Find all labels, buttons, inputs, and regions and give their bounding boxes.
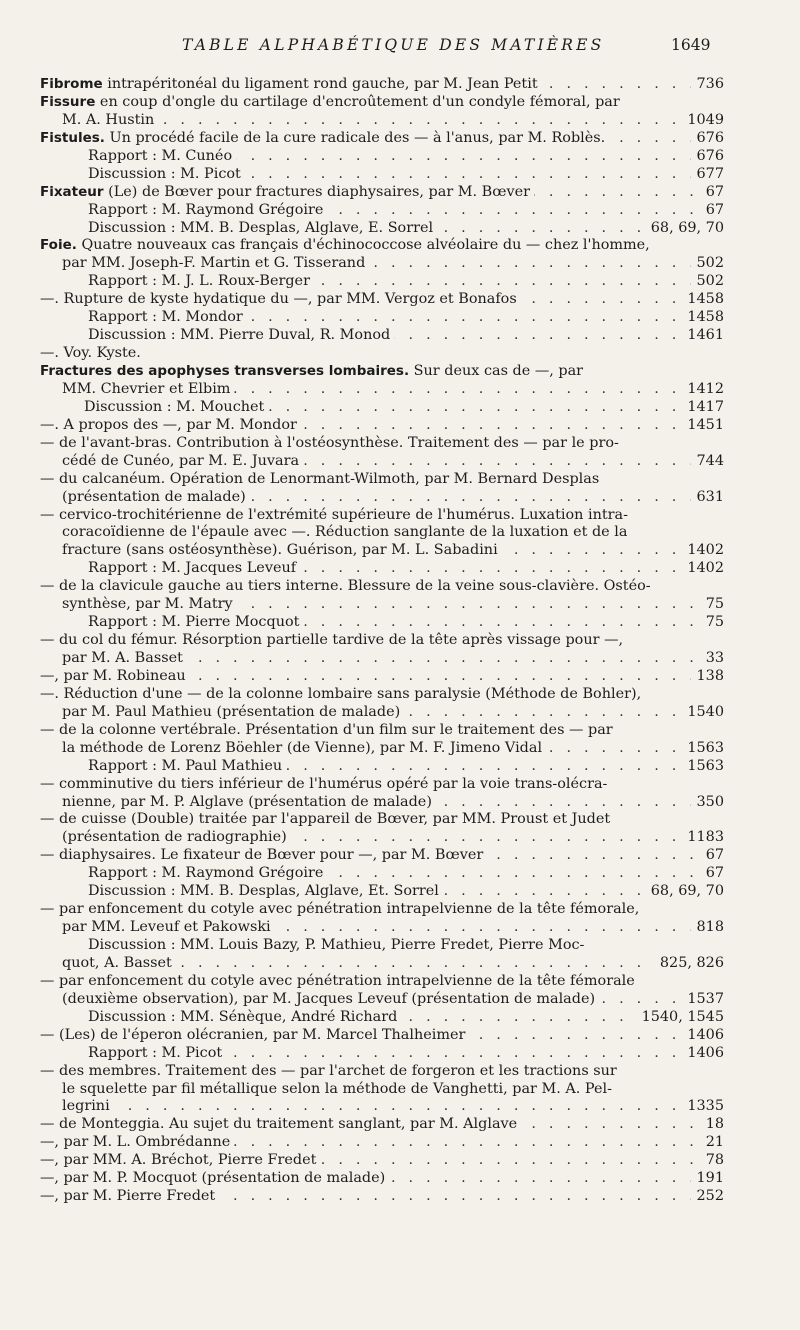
index-entry-line [40, 919, 724, 937]
entry-page-ref: 1406 [681, 1045, 724, 1063]
entry-description: Rapport : M. J. L. Roux-Berger [88, 273, 310, 290]
index-entry-line [40, 973, 724, 991]
entry-text [40, 166, 245, 184]
entry-text [40, 578, 655, 596]
entry-description: Rapport : M. Cunéo [88, 147, 233, 164]
entry-page-ref: 1563 [681, 758, 724, 776]
index-entry-line [40, 740, 724, 758]
entry-description: Discussion : M. Mouchet [84, 398, 265, 415]
entry-description: — cervico-trochitérienne de l'extrémité supérieure de l'humérus. Luxation intra- [40, 506, 628, 523]
entry-description: — (Les) de l'éperon olécranien, par M. Marcel Thalheimer [40, 1026, 466, 1043]
entry-description: Discussion : MM. Louis Bazy, P. Mathieu, Pierre Fredet, Pierre Moc- [88, 937, 585, 953]
index-entry-line [40, 829, 724, 847]
entry-text [40, 471, 603, 489]
entry-page-ref: 744 [691, 453, 724, 471]
index-entry-line [40, 865, 724, 883]
index-entry-line [40, 273, 724, 291]
index-entry-line [40, 1098, 724, 1116]
index-entry-line [40, 220, 724, 238]
entry-page-ref: 1402 [681, 542, 724, 560]
index-entry-line [40, 1188, 724, 1206]
entry-text [40, 811, 614, 829]
entry-text [40, 1009, 401, 1027]
entry-description: Rapport : M. Paul Mathieu [88, 757, 283, 774]
entry-description: Rapport : M. Mondor [88, 309, 243, 326]
entry-keyword: Foie. [40, 237, 77, 254]
index-entry-line [40, 776, 724, 794]
entry-text [40, 112, 158, 130]
index-entry-line [40, 704, 724, 722]
entry-text [40, 829, 291, 847]
entry-description: —, par M. L. Ombrédanne [40, 1134, 231, 1151]
index-entry-line [40, 291, 724, 309]
entry-page-ref: 75 [700, 596, 724, 614]
entry-text [40, 973, 639, 991]
entry-text [40, 919, 275, 937]
index-entry-line [40, 560, 724, 578]
entry-page-ref: 1458 [681, 309, 724, 327]
entry-description: — des membres. Traitement des — par l'archet de forgeron et les tractions sur [40, 1062, 617, 1079]
entry-text [40, 1170, 389, 1188]
index-entry-line [40, 94, 724, 112]
entry-page-ref: 1402 [681, 560, 724, 578]
entry-description: legrini [62, 1098, 110, 1115]
entry-page-ref: 18 [700, 1116, 724, 1134]
entry-page-ref: 676 [691, 130, 724, 148]
entry-description: Rapport : M. Raymond Grégoire [88, 201, 324, 218]
index-entry-line [40, 596, 724, 614]
entry-description: par M. A. Basset [62, 650, 183, 666]
entry-description: fracture (sans ostéosynthèse). Guérison, par M. L. Sabadini [62, 542, 498, 559]
entry-description: (présentation de malade) [62, 488, 246, 505]
index-entry-line [40, 901, 724, 919]
entry-text [40, 865, 327, 883]
entry-description: Sur deux cas de —, par [409, 363, 584, 379]
index-entry-line [40, 184, 724, 202]
entry-page-ref: 676 [691, 148, 724, 166]
entry-text [40, 220, 437, 238]
index-entry-line [40, 202, 724, 220]
entry-description: —, par M. Robineau [40, 667, 186, 684]
entry-page-ref: 1451 [681, 417, 724, 435]
index-entry-line [40, 345, 724, 363]
index-entry-line [40, 1170, 724, 1188]
entry-page-ref: 1461 [681, 327, 724, 345]
entry-description: Discussion : MM. B. Desplas, Alglave, Et. Sorrel [88, 883, 439, 900]
index-entry-line [40, 130, 724, 148]
index-entry-line [40, 632, 724, 650]
entry-text [40, 740, 546, 758]
entry-description: —. Réduction d'une — de la colonne lombaire sans paralysie (Méthode de Bohler), [40, 685, 642, 702]
index-entry-line [40, 847, 724, 865]
index-entry-line [40, 417, 724, 435]
entry-page-ref: 736 [691, 76, 724, 94]
entry-page-ref: 1563 [681, 740, 724, 758]
index-entry-line [40, 471, 724, 489]
entry-description: — par enfoncement du cotyle avec pénétration intrapelvienne de la tête fémorale, [40, 901, 640, 918]
entry-text [40, 1152, 320, 1170]
entry-description: le squelette par fil métallique selon la méthode de Vanghetti, par M. A. Pel- [62, 1080, 612, 1097]
entry-text [40, 76, 542, 94]
entry-text [40, 1116, 521, 1134]
running-title: TABLE ALPHABÉTIQUE DES MATIÈRES [182, 36, 605, 54]
entry-text [40, 202, 327, 220]
index-entry-line [40, 722, 724, 740]
entry-page-ref: 502 [691, 273, 724, 291]
index-entry-line [40, 686, 724, 704]
entry-description: —. Voy. Kyste. [40, 345, 141, 362]
entry-description: — de la clavicule gauche au tiers interne. Blessure de la veine sous-clavière. Ostéo- [40, 578, 651, 595]
entry-description: — de l'avant-bras. Contribution à l'ostéosynthèse. Traitement des — par le pro- [40, 434, 619, 451]
entry-page-ref: 67 [700, 202, 724, 220]
entry-text [40, 1063, 621, 1081]
index-entry-line [40, 381, 724, 399]
entry-text [40, 542, 502, 560]
entry-text [40, 937, 588, 955]
entry-text [40, 237, 654, 255]
entry-description: coracoïdienne de l'épaule avec —. Réduction sanglante de la luxation et de la [62, 524, 628, 541]
entry-text [40, 686, 645, 704]
entry-text [40, 1134, 234, 1152]
entry-text [40, 1188, 219, 1206]
entry-page-ref: 1417 [681, 399, 724, 417]
entry-page-ref: 252 [691, 1188, 724, 1206]
index-entry-line [40, 309, 724, 327]
index-entry-line [40, 435, 724, 453]
entry-description: —, par MM. A. Bréchot, Pierre Fredet [40, 1152, 317, 1169]
entry-page-ref: 1183 [681, 829, 724, 847]
entry-text [40, 794, 436, 812]
entry-description: quot, A. Basset [62, 954, 172, 971]
entry-page-ref: 502 [691, 255, 724, 273]
entry-page-ref: 67 [700, 847, 724, 865]
entry-description: Rapport : M. Raymond Grégoire [88, 865, 324, 882]
entry-page-ref: 1049 [681, 112, 724, 130]
entry-page-ref: 350 [691, 794, 724, 812]
entry-description: —. Rupture de kyste hydatique du —, par MM. Vergoz et Bonafos [40, 291, 517, 308]
entry-description: intrapéritonéal du ligament rond gauche, par M. Jean Petit [102, 76, 538, 92]
entry-description: (deuxième observation), par M. Jacques Leveuf (présentation de malade) [62, 990, 596, 1007]
index-entry-line [40, 76, 724, 94]
index-entry-line [40, 668, 724, 686]
entry-text [40, 507, 632, 525]
entry-description: — de cuisse (Double) traitée par l'appareil de Bœver, par MM. Proust et Judet [40, 811, 611, 828]
entry-text [40, 704, 404, 722]
entry-description: MM. Chevrier et Elbim [62, 380, 231, 397]
entry-text [40, 363, 587, 381]
entry-description: — du col du fémur. Résorption partielle tardive de la tête après vissage pour —, [40, 632, 624, 649]
entry-description: Quatre nouveaux cas français d'échinococcose alvéolaire du — chez l'homme, [76, 237, 650, 254]
entry-keyword: Fissure [40, 93, 96, 110]
entry-page-ref: 75 [700, 614, 724, 632]
entry-description: — du calcanéum. Opération de Lenormant-Wilmoth, par M. Bernard Desplas [40, 470, 600, 487]
entry-text [40, 524, 631, 542]
dot-leader [40, 1098, 724, 1116]
entry-description: en coup d'ongle du cartilage d'encroûtement d'un condyle fémoral, par [95, 93, 620, 110]
index-entry-line [40, 363, 724, 381]
index-entry-line [40, 1134, 724, 1152]
index-entry-line [40, 1027, 724, 1045]
entry-description: M. A. Hustin [62, 111, 155, 128]
entry-text [40, 399, 268, 417]
entry-page-ref: 191 [691, 1170, 724, 1188]
entry-text [40, 901, 643, 919]
entry-page-ref: 677 [691, 166, 724, 184]
entry-description: (Le) de Bœver pour fractures diaphysaires, par M. Bœver [103, 183, 531, 200]
index-entry-line [40, 327, 724, 345]
entry-text [40, 614, 303, 632]
entry-text [40, 184, 534, 202]
index-entry-line [40, 650, 724, 668]
entry-description: la méthode de Lorenz Böehler (de Vienne), par M. F. Jimeno Vidal [62, 739, 543, 756]
index-entry-line [40, 758, 724, 776]
entry-text [40, 130, 609, 148]
entry-description: Discussion : M. Picot [88, 165, 241, 182]
entry-text [40, 632, 627, 650]
entry-text [40, 273, 314, 291]
page-number: 1649 [671, 36, 711, 54]
entry-text [40, 650, 187, 668]
index-entry-line [40, 489, 724, 507]
index-entries [40, 76, 724, 1206]
entry-text [40, 1027, 469, 1045]
entry-description: — comminutive du tiers inférieur de l'humérus opéré par la voie trans-olécra- [40, 775, 608, 792]
entry-description: —, par M. Pierre Fredet [40, 1188, 216, 1205]
entry-text [40, 453, 303, 471]
entry-description: Discussion : MM. B. Desplas, Alglave, E. Sorrel [88, 219, 434, 236]
entry-text [40, 1045, 226, 1063]
entry-text [40, 776, 611, 794]
index-entry-line [40, 453, 724, 471]
index-entry-line [40, 955, 724, 973]
entry-page-ref: 67 [700, 184, 724, 202]
index-entry-line [40, 1116, 724, 1134]
entry-description: Rapport : M. Jacques Leveuf [88, 560, 297, 577]
entry-keyword: Fistules. [40, 129, 105, 146]
index-entry-line [40, 255, 724, 273]
entry-keyword: Fractures des apophyses transverses lombaires. [40, 363, 410, 379]
index-entry-line [40, 1045, 724, 1063]
entry-page-ref: 818 [691, 919, 724, 937]
entry-page-ref: 1458 [681, 291, 724, 309]
index-entry-line [40, 614, 724, 632]
entry-text [40, 1081, 616, 1099]
entry-text [40, 668, 190, 686]
entry-text [40, 955, 176, 973]
index-entry-line [40, 883, 724, 901]
index-entry-line [40, 166, 724, 184]
entry-description: (présentation de radiographie) [62, 829, 287, 846]
entry-description: nienne, par M. P. Alglave (présentation de malade) [62, 793, 432, 810]
entry-page-ref: 1335 [681, 1098, 724, 1116]
entry-description: — de Monteggia. Au sujet du traitement sanglant, par M. Alglave [40, 1116, 518, 1133]
index-entry-line [40, 237, 724, 255]
entry-page-ref: 1406 [681, 1027, 724, 1045]
entry-page-ref: 67 [700, 865, 724, 883]
entry-text [40, 309, 247, 327]
entry-text [40, 94, 624, 112]
entry-page-ref: 138 [691, 668, 724, 686]
index-entry-line [40, 1081, 724, 1099]
index-entry-line [40, 399, 724, 417]
entry-page-ref: 33 [700, 650, 724, 668]
entry-page-ref: 1412 [681, 381, 724, 399]
entry-text [40, 991, 599, 1009]
entry-text [40, 148, 236, 166]
entry-text [40, 255, 369, 273]
index-entry-line [40, 811, 724, 829]
entry-description: Rapport : M. Pierre Mocquot [88, 614, 300, 631]
entry-page-ref: 631 [691, 489, 724, 507]
entry-page-ref: 825, 826 [654, 955, 724, 973]
entry-description: par M. Paul Mathieu (présentation de malade) [62, 703, 401, 720]
entry-description: par MM. Joseph-F. Martin et G. Tisserand [62, 255, 366, 272]
entry-page-ref: 1540 [681, 704, 724, 722]
index-entry-line [40, 148, 724, 166]
entry-description: —. A propos des —, par M. Mondor [40, 416, 297, 433]
entry-text [40, 883, 443, 901]
entry-description: Rapport : M. Picot [88, 1044, 223, 1061]
index-entry-line [40, 1063, 724, 1081]
entry-text [40, 847, 487, 865]
entry-description: cédé de Cunéo, par M. E. Juvara [62, 452, 300, 469]
entry-text [40, 596, 237, 614]
index-entry-line [40, 794, 724, 812]
entry-page-ref: 21 [700, 1134, 724, 1152]
entry-text [40, 1098, 114, 1116]
running-header [0, 36, 800, 60]
entry-description: synthèse, par M. Matry [62, 596, 233, 613]
entry-text [40, 560, 300, 578]
entry-page-ref: 68, 69, 70 [645, 883, 724, 901]
entry-description: — diaphysaires. Le fixateur de Bœver pour —, par M. Bœver [40, 847, 484, 864]
entry-text [40, 291, 521, 309]
index-entry-line [40, 542, 724, 560]
entry-text [40, 327, 394, 345]
index-entry-line [40, 937, 724, 955]
entry-description: — de la colonne vertébrale. Présentation d'un film sur le traitement des — par [40, 721, 613, 738]
index-entry-line [40, 507, 724, 525]
entry-description: par MM. Leveuf et Pakowski [62, 919, 271, 936]
index-entry-line [40, 112, 724, 130]
index-entry-line [40, 1152, 724, 1170]
entry-text [40, 435, 623, 453]
entry-description: —, par M. P. Mocquot (présentation de malade) [40, 1170, 386, 1187]
entry-description: Discussion : MM. Pierre Duval, R. Monod [88, 327, 391, 344]
index-entry-line [40, 1009, 724, 1027]
index-entry-line [40, 578, 724, 596]
entry-description: Un procédé facile de la cure radicale des — à l'anus, par M. Roblès. [104, 129, 606, 146]
entry-page-ref: 1537 [681, 991, 724, 1009]
entry-text [40, 722, 617, 740]
entry-text [40, 417, 301, 435]
entry-text [40, 381, 234, 399]
entry-description: Discussion : MM. Sénèque, André Richard [88, 1008, 398, 1025]
entry-page-ref: 68, 69, 70 [645, 220, 724, 238]
index-entry-line [40, 991, 724, 1009]
entry-page-ref: 1540, 1545 [636, 1009, 724, 1027]
index-entry-line [40, 524, 724, 542]
entry-description: — par enfoncement du cotyle avec pénétration intrapelvienne de la tête fémorale [40, 972, 635, 989]
entry-text [40, 758, 286, 776]
entry-page-ref: 78 [700, 1152, 724, 1170]
entry-keyword: Fibrome [40, 76, 103, 92]
entry-keyword: Fixateur [40, 183, 104, 200]
entry-text [40, 489, 250, 507]
entry-text [40, 345, 145, 363]
